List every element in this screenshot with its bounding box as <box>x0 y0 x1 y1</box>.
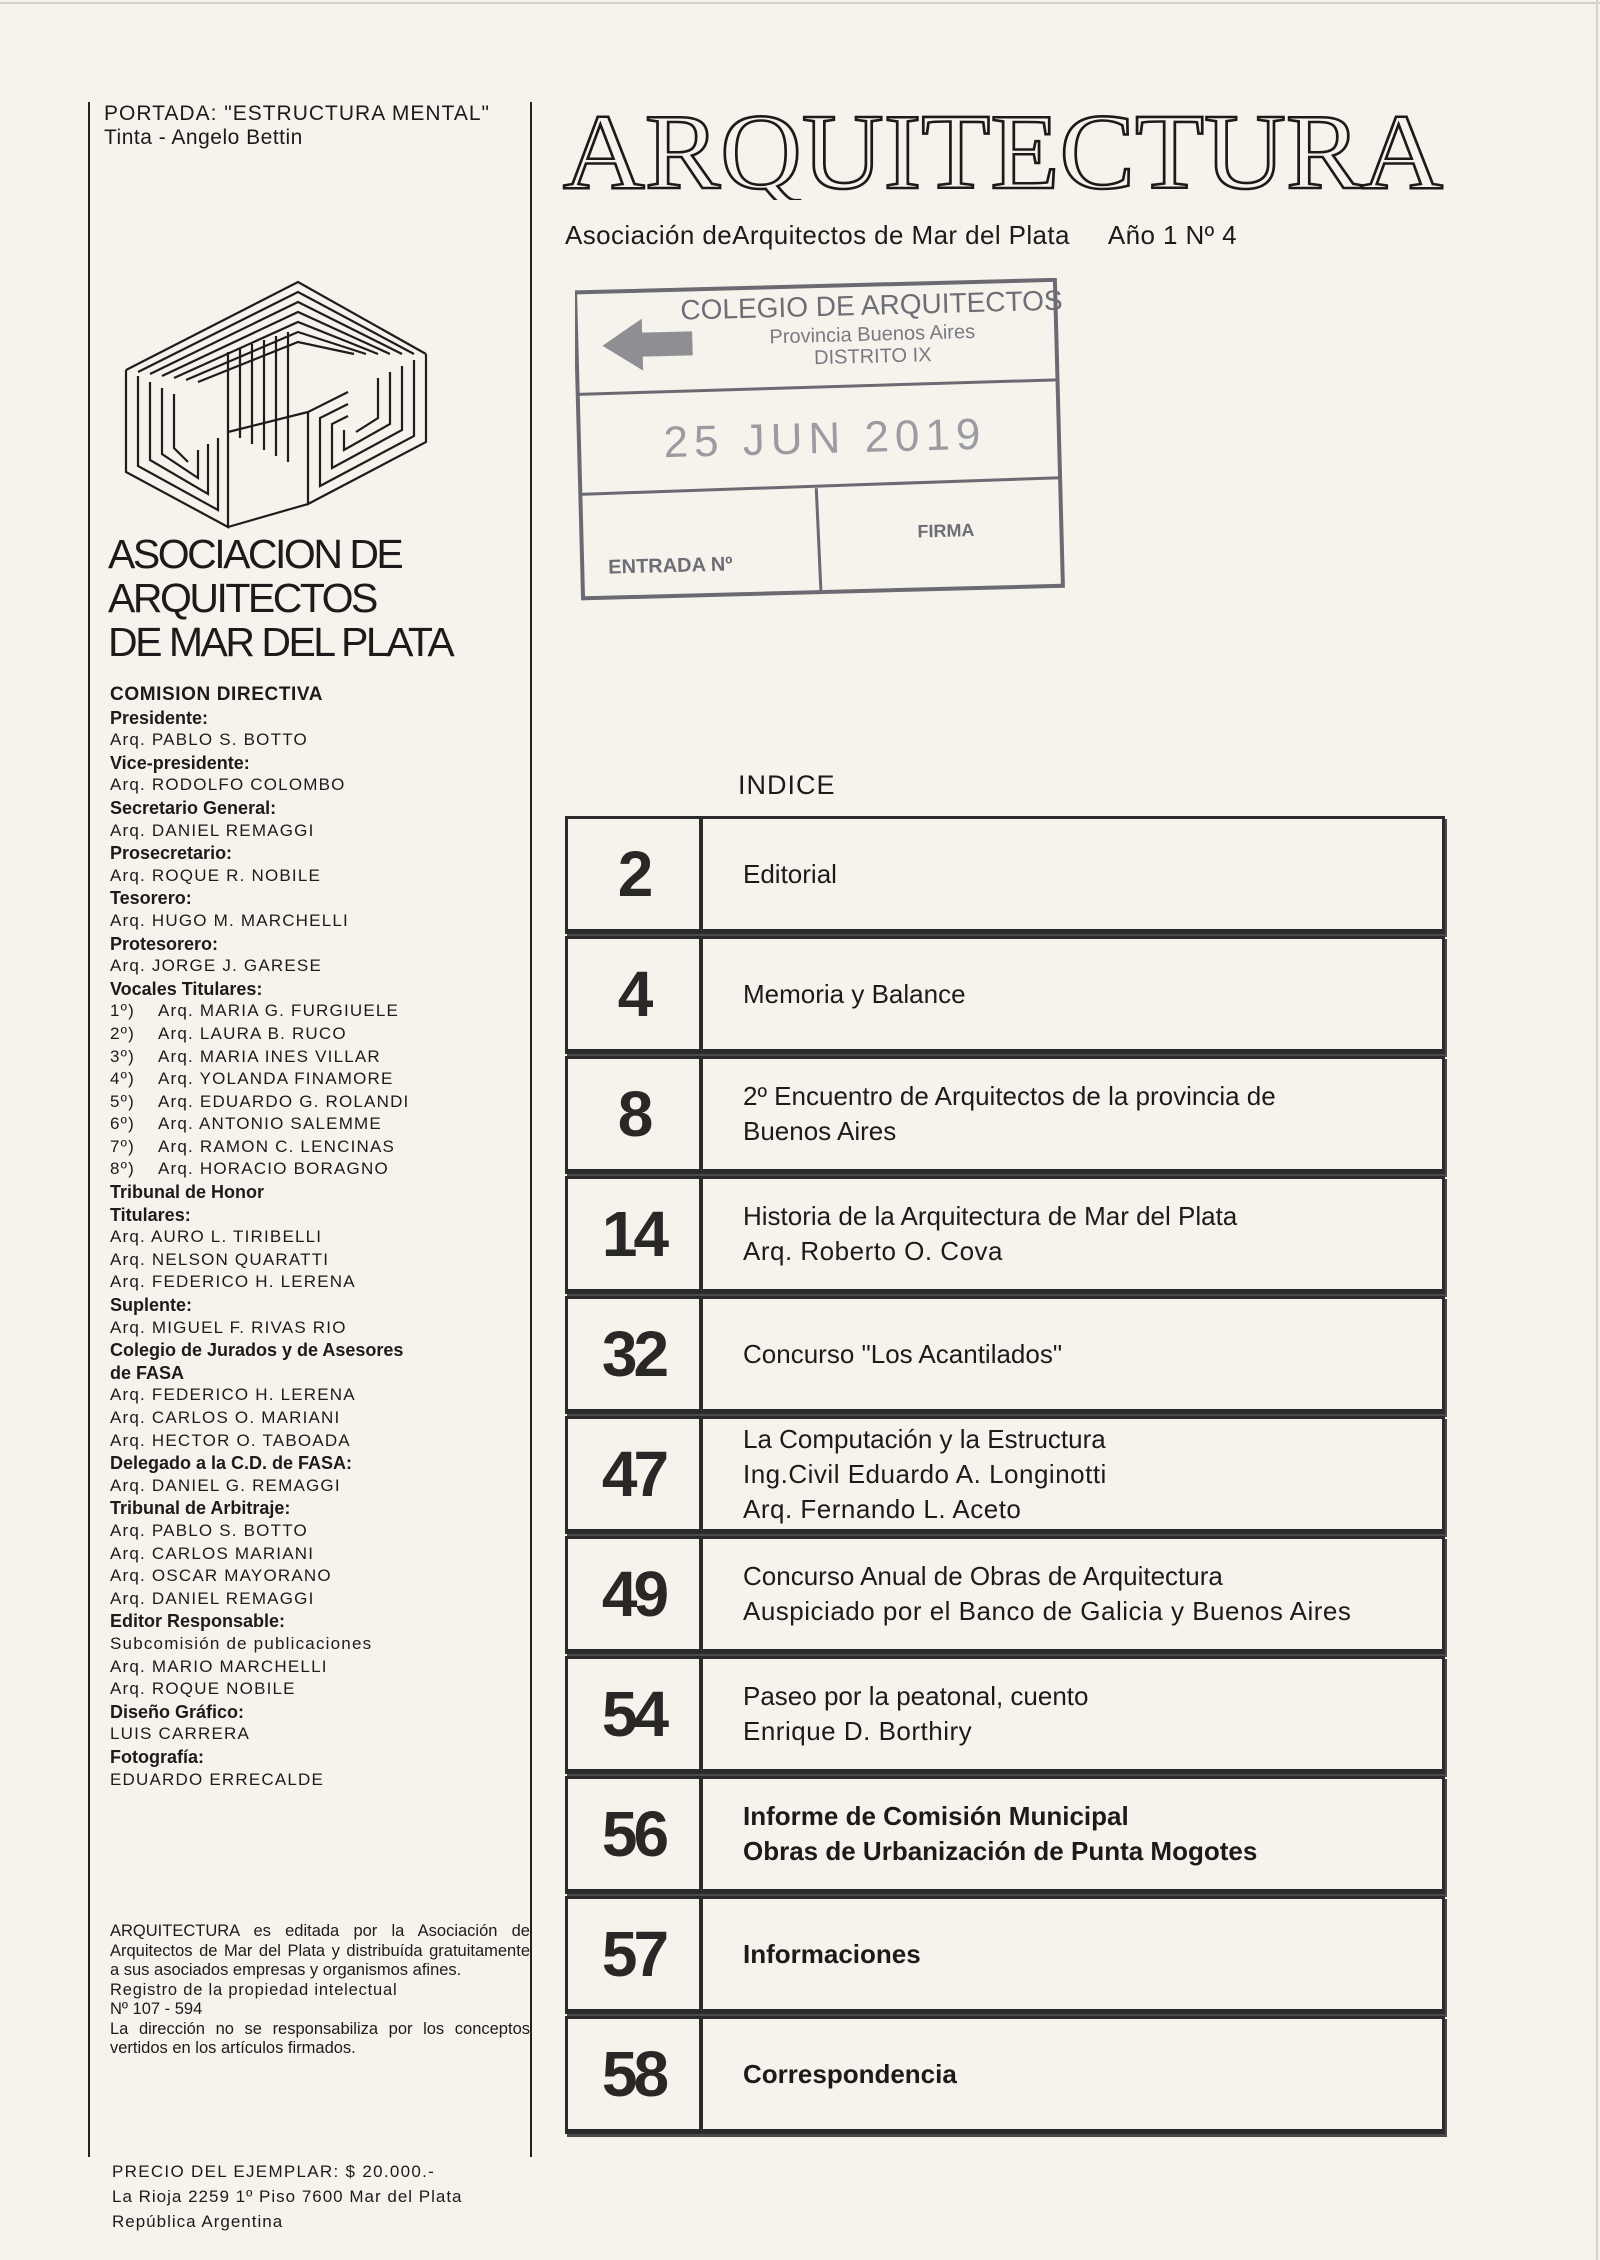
board-role: Presidente: <box>110 707 209 728</box>
board-member-name: Arq. OSCAR MAYORANO <box>110 1566 332 1586</box>
board-member-name: Arq. RODOLFO COLOMBO <box>110 775 346 795</box>
index-row <box>565 1896 1445 2014</box>
index-page-number: 4 <box>568 939 703 1049</box>
board-member-name: Arq. DANIEL REMAGGI <box>110 820 315 840</box>
masthead-title <box>558 100 1448 200</box>
index-row <box>565 1056 1445 1174</box>
legal-disclaimer: La dirección no se responsabiliza por los conceptos vertidos en los artículos firmados. <box>110 2019 530 2057</box>
vocal-name: Arq. LAURA B. RUCO <box>158 1023 347 1043</box>
index-page-number: 8 <box>568 1059 703 1169</box>
vocal-rank: 8º) <box>110 1159 135 1179</box>
board-role: Secretario General: <box>110 797 277 818</box>
board-role: de FASA <box>110 1362 185 1383</box>
legal-notice <box>110 1922 530 2059</box>
board-member-name: Arq. CARLOS O. MARIANI <box>110 1408 341 1427</box>
vocal-name: Arq. RAMON C. LENCINAS <box>158 1136 396 1156</box>
board-member-vocal <box>110 1113 530 1136</box>
vocal-rank: 6º) <box>110 1114 135 1134</box>
board-member-name: Arq. MARIO MARCHELLI <box>110 1656 328 1676</box>
board-member-name: Arq. DANIEL G. REMAGGI <box>110 1475 341 1495</box>
index-entry <box>743 939 1428 1049</box>
left-column <box>88 102 532 2231</box>
board-member-name: Arq. HECTOR O. TABOADA <box>110 1430 351 1450</box>
issue-price: PRECIO DEL EJEMPLAR: $ 20.000.- <box>112 2162 436 2181</box>
address-line: La Rioja 2259 1º Piso 7600 Mar del Plata <box>112 2187 463 2206</box>
index-row <box>565 816 1445 934</box>
index-entry <box>743 1539 1428 1649</box>
board-role: Fotografía: <box>110 1746 204 1767</box>
board-member-name: Arq. HUGO M. MARCHELLI <box>110 910 349 930</box>
index-entry <box>743 2019 1428 2129</box>
board-member-name: Arq. AURO L. TIRIBELLI <box>110 1227 323 1247</box>
board-member-name: Arq. JORGE J. GARESE <box>110 956 322 976</box>
vocal-name: Arq. MARIA G. FURGIUELE <box>158 1001 400 1021</box>
board-role: Vocales Titulares: <box>110 978 263 999</box>
board-member-name: Subcomisión de publicaciones <box>110 1633 373 1653</box>
board-member-name: Arq. PABLO S. BOTTO <box>110 730 308 750</box>
board-member-name: Arq. FEDERICO H. LERENA <box>110 1272 356 1292</box>
stamp-signature-label: FIRMA <box>917 520 975 542</box>
price-and-address <box>112 2159 552 2234</box>
vocal-name: Arq. MARIA INES VILLAR <box>158 1046 381 1066</box>
index-row <box>565 1416 1445 1534</box>
legal-edited-by: ARQUITECTURA es editada por la Asociación de Arquitectos de Mar del Plata y distribuída gratuitamente a sus asociados empresas y organismos afines. <box>110 1922 530 1979</box>
index-row <box>565 936 1445 1054</box>
board-role: Editor Responsable: <box>110 1611 286 1632</box>
vocal-rank: 4º) <box>110 1069 135 1089</box>
organization-name: Asociación deArquitectos de Mar del Plata <box>565 220 1070 250</box>
index-entry-title: Correspondencia <box>743 2058 957 2089</box>
index-entry <box>743 1299 1428 1409</box>
index-entry-title: Historia de la Arquitectura de Mar del Plata <box>743 1201 1238 1231</box>
association-logo-icon <box>108 242 448 542</box>
board-role: Tribunal de Arbitraje: <box>110 1498 291 1519</box>
vocal-rank: 7º) <box>110 1136 135 1156</box>
country-line: República Argentina <box>112 2212 284 2231</box>
index-entry-title: Buenos Aires <box>743 1116 897 1146</box>
index-entry <box>743 1059 1428 1169</box>
stamp-province: Provincia Buenos Aires <box>769 320 976 349</box>
board-member-name: Arq. ROQUE R. NOBILE <box>110 865 322 885</box>
index-page-number: 57 <box>568 1899 703 2009</box>
index-entry-author: Ing.Civil Eduardo A. Longinotti <box>743 1458 1107 1489</box>
board-member-name: Arq. FEDERICO H. LERENA <box>110 1385 356 1405</box>
vocal-name: Arq. HORACIO BORAGNO <box>158 1159 389 1179</box>
board-member-vocal <box>110 1000 530 1023</box>
association-name <box>108 532 528 664</box>
vocal-rank: 1º) <box>110 1001 135 1021</box>
index-title: INDICE <box>738 770 836 800</box>
board-member-name: Arq. NELSON QUARATTI <box>110 1249 330 1269</box>
index-row <box>565 1656 1445 1774</box>
index-entry-title: Concurso Anual de Obras de Arquitectura <box>743 1561 1223 1591</box>
index-page-number: 56 <box>568 1779 703 1889</box>
board-role: Tribunal de Honor <box>110 1182 265 1203</box>
board-role: Vice-presidente: <box>110 752 250 773</box>
board-role: Suplente: <box>110 1295 193 1316</box>
index-page-number: 47 <box>568 1419 703 1529</box>
stamp-college: COLEGIO DE ARQUITECTOS <box>680 284 1063 326</box>
board-role: Tesorero: <box>110 888 192 909</box>
index-page-number: 58 <box>568 2019 703 2129</box>
board-member-name: LUIS CARRERA <box>110 1724 251 1744</box>
stamp-entry-label: ENTRADA Nº <box>607 553 733 579</box>
vocal-rank: 3º) <box>110 1046 135 1066</box>
index-row <box>565 1176 1445 1294</box>
association-name-line: ASOCIACION DE <box>108 531 402 577</box>
index-entry <box>743 1179 1428 1289</box>
masthead-title-text: ARQUITECTURA <box>563 100 1444 200</box>
board-member-vocal <box>110 1046 530 1069</box>
index-page-number: 32 <box>568 1299 703 1409</box>
board-member-vocal <box>110 1068 530 1091</box>
association-name-line: DE MAR DEL PLATA <box>108 619 453 665</box>
index-row <box>565 2016 1445 2134</box>
board-of-directors <box>110 684 530 1791</box>
scan-right-edge <box>1596 0 1598 2260</box>
board-role: Diseño Gráfico: <box>110 1701 245 1722</box>
index-entry-title: Concurso "Los Acantilados" <box>743 1338 1063 1369</box>
board-role: Titulares: <box>110 1204 191 1225</box>
board-member-vocal <box>110 1136 530 1159</box>
index-entry-author: Arq. Fernando L. Aceto <box>743 1493 1022 1524</box>
legal-registry-number: Nº 107 - 594 <box>110 2000 203 2018</box>
association-name-line: ARQUITECTOS <box>108 575 376 621</box>
index-entry-title: Editorial <box>743 858 837 889</box>
index-page-number: 2 <box>568 819 703 929</box>
board-member-name: EDUARDO ERRECALDE <box>110 1769 325 1789</box>
index-entry-title: Informe de Comisión Municipal <box>743 1801 1129 1831</box>
index-entry <box>743 1779 1428 1889</box>
board-member-vocal <box>110 1158 530 1181</box>
masthead <box>558 100 1448 200</box>
index-entry-title: Informaciones <box>743 1938 921 1969</box>
cover-credit <box>104 102 524 150</box>
vocal-name: Arq. ANTONIO SALEMME <box>158 1114 382 1134</box>
index-page-number: 49 <box>568 1539 703 1649</box>
index-page-number: 54 <box>568 1659 703 1769</box>
board-role: Delegado a la C.D. de FASA: <box>110 1453 353 1474</box>
cover-title: PORTADA: "ESTRUCTURA MENTAL" <box>104 102 490 125</box>
index-entry-author: Auspiciado por el Banco de Galicia y Buenos Aires <box>743 1596 1352 1626</box>
index-row <box>565 1776 1445 1894</box>
index-entry-author: Arq. Roberto O. Cova <box>743 1236 1003 1266</box>
board-member-name: Arq. CARLOS MARIANI <box>110 1543 315 1563</box>
vocal-rank: 2º) <box>110 1023 135 1043</box>
received-stamp <box>575 278 1070 602</box>
board-role: Prosecretario: <box>110 843 233 864</box>
board-member-vocal <box>110 1091 530 1114</box>
cover-artist: Tinta - Angelo Bettin <box>104 126 303 149</box>
index-entry-title: La Computación y la Estructura <box>743 1423 1106 1454</box>
board-member-name: Arq. ROQUE NOBILE <box>110 1679 296 1699</box>
issue-number: Año 1 Nº 4 <box>1107 220 1238 250</box>
board-member-name: Arq. MIGUEL F. RIVAS RIO <box>110 1317 347 1337</box>
index-entry-author: Enrique D. Borthiry <box>743 1716 973 1746</box>
stamp-date: 25 JUN 2019 <box>662 409 987 468</box>
vocal-name: Arq. YOLANDA FINAMORE <box>158 1069 394 1089</box>
board-heading: COMISION DIRECTIVA <box>110 684 324 705</box>
index-row <box>565 1536 1445 1654</box>
masthead-subtitle <box>565 220 1325 250</box>
index-entry-title: Paseo por la peatonal, cuento <box>743 1681 1089 1711</box>
scan-top-edge <box>0 2 1600 4</box>
index-page-number: 14 <box>568 1179 703 1289</box>
table-of-contents <box>565 816 1445 2134</box>
board-member-name: Arq. PABLO S. BOTTO <box>110 1520 308 1540</box>
stamp-district: DISTRITO IX <box>813 344 932 370</box>
board-member-name: Arq. DANIEL REMAGGI <box>110 1588 315 1608</box>
board-role: Colegio de Jurados y de Asesores <box>110 1340 404 1361</box>
board-role: Protesorero: <box>110 933 219 954</box>
legal-registry: Registro de la propiedad intelectual <box>110 1980 398 1999</box>
index-entry <box>743 1899 1428 2009</box>
board-member-vocal <box>110 1023 530 1046</box>
index-entry-title: 2º Encuentro de Arquitectos de la provincia de <box>743 1081 1276 1111</box>
index-entry <box>743 1419 1428 1529</box>
index-row <box>565 1296 1445 1414</box>
index-entry-title: Obras de Urbanización de Punta Mogotes <box>743 1836 1258 1866</box>
index-entry-title: Memoria y Balance <box>743 978 966 1009</box>
vocal-name: Arq. EDUARDO G. ROLANDI <box>158 1091 410 1111</box>
index-entry <box>743 819 1428 929</box>
vocal-rank: 5º) <box>110 1091 135 1111</box>
index-entry <box>743 1659 1428 1769</box>
